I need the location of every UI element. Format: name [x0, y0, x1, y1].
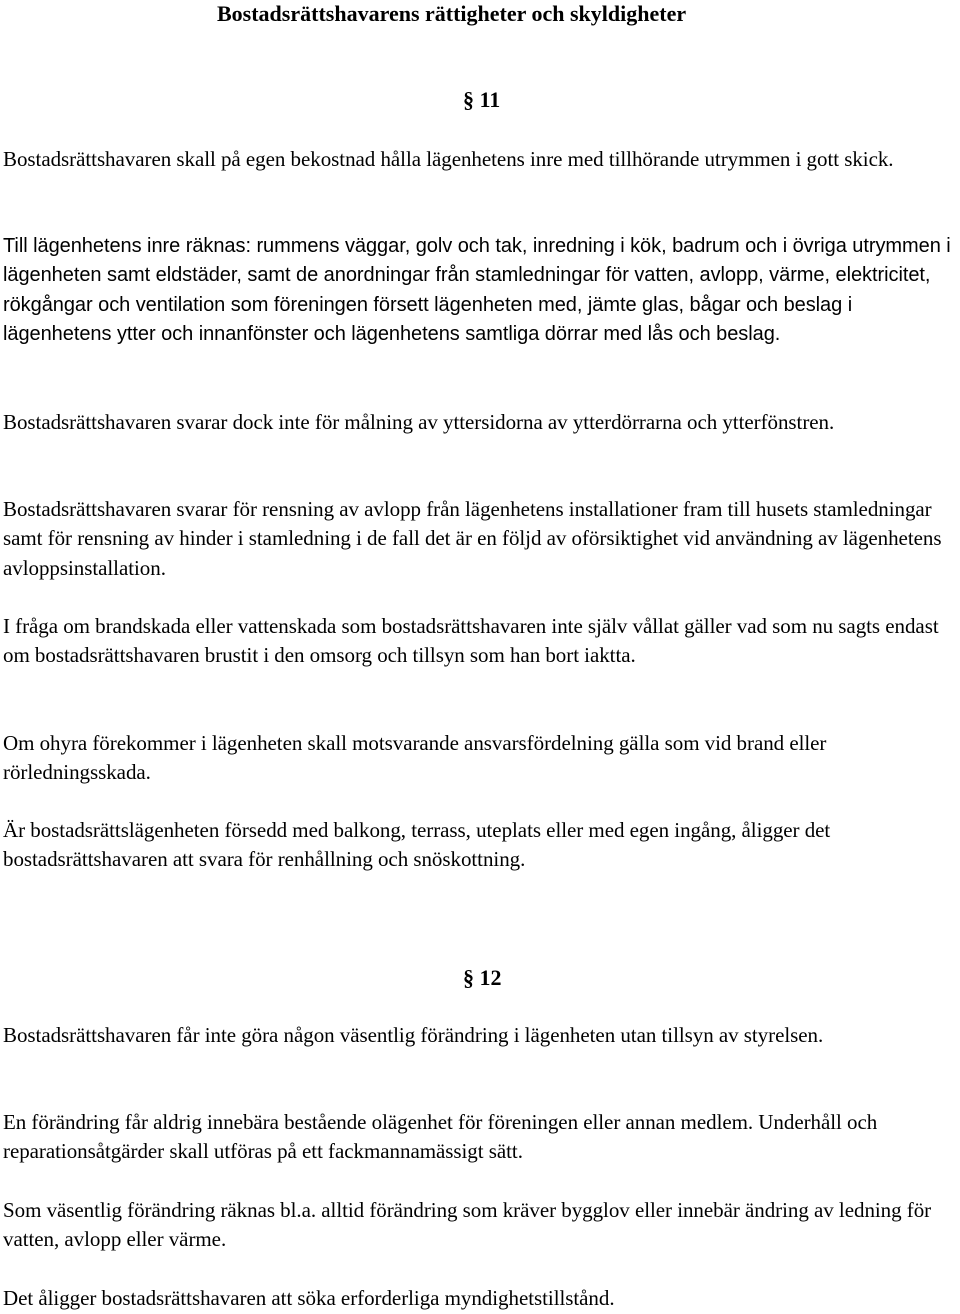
paragraph: Till lägenhetens inre räknas: rummens väggar, golv och tak, inredning i kök, badrum och i övriga utrymmen i lägenheten samt eldstäder, samt de anordningar från stamledningar för vatten, avlopp, värme, elektricitet, rökgångar och ventilation som föreningen försett lägenheten med, jämte glas, bågar och beslag i lägenhetens ytter och innanfönster och lägenhetens samtliga dörrar med lås och beslag.: [3, 235, 951, 345]
paragraph: Är bostadsrättslägenheten försedd med balkong, terrass, uteplats eller med egen ingång, åligger det bostadsrättshavaren att svara för renhållning och snöskottning.: [3, 818, 831, 872]
paragraph: Bostadsrättshavaren får inte göra någon väsentlig förändring i lägenheten utan tillsyn av styrelsen.: [3, 1023, 824, 1047]
section-heading-11: § 11: [463, 87, 501, 112]
paragraph: Bostadsrättshavaren skall på egen bekostnad hålla lägenhetens inre med tillhörande utrymmen i gott skick.: [3, 147, 894, 171]
paragraph: Som väsentlig förändring räknas bl.a. alltid förändring som kräver bygglov eller innebär ändring av ledning för vatten, avlopp eller värme.: [3, 1198, 932, 1252]
document-title: Bostadsrättshavarens rättigheter och skyldigheter: [217, 1, 687, 26]
paragraph: I fråga om brandskada eller vattenskada som bostadsrättshavaren inte själv vållat gäller vad som nu sagts endast om bostadsrättshavaren brustit i den omsorg och tillsyn som han bort iaktta.: [3, 614, 939, 668]
paragraph: Om ohyra förekommer i lägenheten skall motsvarande ansvarsfördelning gälla som vid brand eller rörledningsskada.: [3, 731, 827, 785]
paragraph: En förändring får aldrig innebära bestående olägenhet för föreningen eller annan medlem. Underhåll och reparationsåtgärder skall utföras på ett fackmannamässigt sätt.: [3, 1110, 878, 1164]
paragraph: Det åligger bostadsrättshavaren att söka erforderliga myndighetstillstånd.: [3, 1286, 615, 1310]
paragraph: Bostadsrättshavaren svarar dock inte för målning av yttersidorna av ytterdörrarna och ytterfönstren.: [3, 410, 835, 434]
paragraph: Bostadsrättshavaren svarar för rensning av avlopp från lägenhetens installationer fram till husets stamledningar samt för rensning av hinder i stamledning i de fall det är en följd av oförsiktighet vid användning av lägenhetens avloppsinstallation.: [3, 497, 942, 580]
section-heading-12: § 12: [463, 965, 502, 990]
